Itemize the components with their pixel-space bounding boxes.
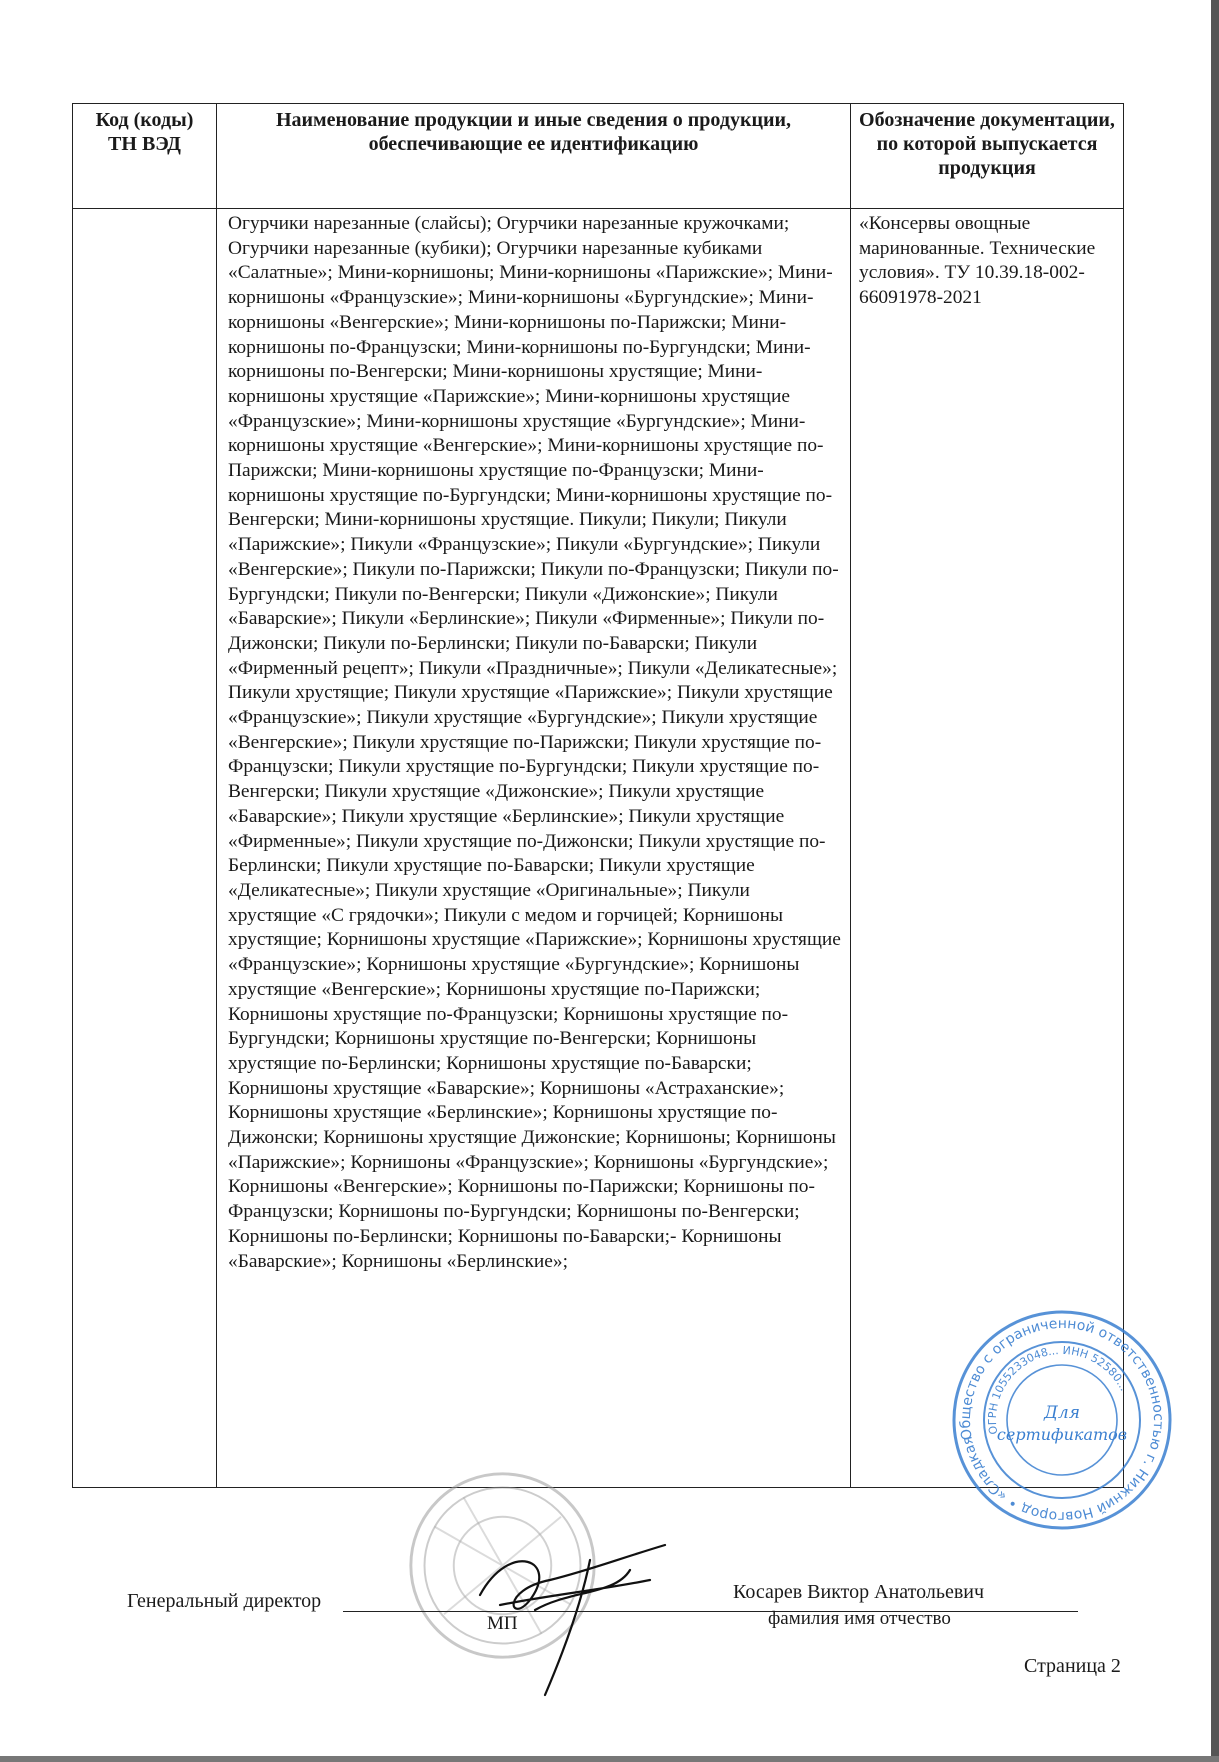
stamp-ring-text: Общество с ограниченной ответственностью г. Нижний Новгород • «Сладкая	[957, 1315, 1167, 1525]
header-code: Код (коды) ТН ВЭД	[73, 104, 217, 209]
cell-products: Огурчики нарезанные (слайсы); Огурчики нарезанные кружочками; Огурчики нарезанные (кубики); Огурчики нарезанные кубиками «Салатные»; Мини-корнишоны; Мини-корнишоны «Парижские»; Мини-корнишоны «Французские»; Мини-корнишоны «Бургундские»; Мини-корнишоны «Венгерские»; Мини-корнишоны по-Парижски; Мини-корнишоны по-Французски; Мини-корнишоны по-Бургундски; Мини-корнишоны по-Венгерски; Мини-корнишоны хрустящие; Мини-корнишоны хрустящие «Парижские»; Мини-корнишоны хрустящие «Французские»; Мини-корнишоны хрустящие «Бургундские»; Мини-корнишоны хрустящие «Венгерские»; Мини-корнишоны хрустящие по-Парижски; Мини-корнишоны хрустящие по-Французски; Мини-корнишоны хрустящие по-Бургундски; Мини-корнишоны хрустящие по-Венгерски; Мини-корнишоны хрустящие. Пикули; Пикули; Пикули «Парижские»; Пикули «Французские»; Пикули «Бургундские»; Пикули «Венгерские»; Пикули по-Парижски; Пикули по-Французски; Пикули по-Бургундски; Пикули по-Венгерски; Пикули «Дижонские»; Пикули «Баварские»; Пикули «Берлинские»; Пикули «Фирменные»; Пикули по-Дижонски; Пикули по-Берлински; Пикули по-Баварски; Пикули «Фирменный рецепт»; Пикули «Праздничные»; Пикули «Деликатесные»; Пикули хрустящие; Пикули хрустящие «Парижские»; Пикули хрустящие «Французские»; Пикули хрустящие «Бургундские»; Пикули хрустящие «Венгерские»; Пикули хрустящие по-Парижски; Пикули хрустящие по-Французски; Пикули хрустящие по-Бургундски; Пикули хрустящие по-Венгерски; Пикули хрустящие «Дижонские»; Пикули хрустящие «Баварские»; Пикули хрустящие «Берлинские»; Пикули хрустящие «Фирменные»; Пикули хрустящие по-Дижонски; Пикули хрустящие по-Берлински; Пикули хрустящие по-Баварски; Пикули хрустящие «Деликатесные»; Пикули хрустящие «Оригинальные»; Пикули хрустящие «С грядочки»; Пикули с медом и горчицей; Корнишоны хрустящие; Корнишоны хрустящие «Парижские»; Корнишоны хрустящие «Французские»; Корнишоны хрустящие «Бургундские»; Корнишоны хрустящие «Венгерские»; Корнишоны хрустящие по-Парижски; Корнишоны хрустящие по-Французски; Корнишоны хрустящие по-Бургундски; Корнишоны хрустящие по-Венгерски; Корнишоны хрустящие по-Берлински; Корнишоны хрустящие по-Баварски; Корнишоны хрустящие «Баварские»; Корнишоны «Астраханские»; Корнишоны хрустящие «Берлинские»; Корнишоны хрустящие по-Дижонски; Корнишоны хрустящие Дижонские; Корнишоны; Корнишоны «Парижские»; Корнишоны «Французские»; Корнишоны «Бургундские»; Корнишоны «Венгерские»; Корнишоны по-Парижски; Корнишоны по-Французски; Корнишоны по-Бургундски; Корнишоны по-Венгерски; Корнишоны по-Берлински; Корнишоны по-Баварски;- Корнишоны «Баварские»; Корнишоны «Берлинские»;	[217, 209, 851, 1488]
table-row	[73, 209, 1124, 1488]
stamp-center-line2: сертификатов	[996, 1425, 1128, 1444]
company-stamp	[942, 1300, 1182, 1540]
scan-bottom-edge	[0, 1756, 1219, 1762]
page-number: Страница 2	[1024, 1655, 1121, 1677]
director-name: Косарев Виктор Анатольевич	[733, 1581, 985, 1603]
product-table	[72, 103, 1124, 1488]
header-name: Наименование продукции и иные сведения о продукции, обеспечивающие ее идентификацию	[217, 104, 851, 209]
table-header-row	[73, 104, 1124, 209]
mp-label: МП	[487, 1613, 518, 1634]
stamp-ogrn-text: ОГРН 1055233048... ИНН 52580...	[985, 1343, 1131, 1436]
signature-line	[343, 1611, 1078, 1612]
header-docs: Обозначение документации, по которой выпускается продукция	[851, 104, 1124, 209]
signature	[440, 1500, 690, 1700]
scan-edge	[1211, 0, 1219, 1762]
director-position: Генеральный директор	[127, 1590, 322, 1612]
cell-docs: «Консервы овощные маринованные. Технические условия». ТУ 10.39.18-002-66091978-2021	[851, 209, 1124, 1488]
cell-code	[73, 209, 217, 1488]
name-caption: фамилия имя отчество	[768, 1608, 951, 1629]
stamp-center-line1: Для	[1044, 1403, 1080, 1423]
